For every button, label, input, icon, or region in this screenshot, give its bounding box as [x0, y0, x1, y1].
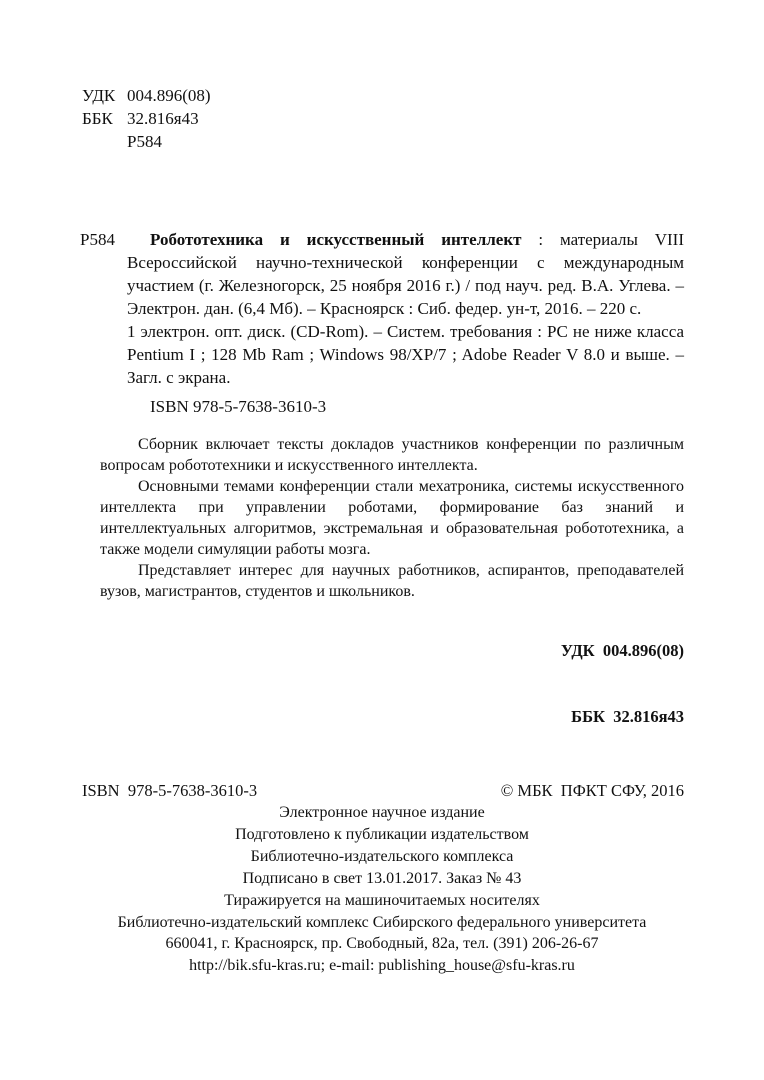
prepared-by-line-2: Библиотечно-издательского комплекса: [250, 848, 514, 865]
author-sign-code: Р584: [80, 230, 115, 249]
author-sign-value: Р584: [127, 132, 162, 151]
classification-codes-top: [82, 84, 764, 153]
publisher-contacts-line: http://bik.sfu-kras.ru; e-mail: publishing_house@sfu-kras.ru: [189, 957, 575, 974]
edition-type: Электронное научное издание: [279, 804, 485, 821]
release-date-line: Подписано в свет 13.01.2017. Заказ № 43: [242, 870, 522, 887]
publisher-address-line: 660041, г. Красноярск, пр. Свободный, 82а, тел. (391) 206-26-67: [165, 935, 599, 952]
bibliographic-description: [80, 228, 684, 320]
bbk-value: 32.816я43: [127, 109, 199, 128]
media-line: Тиражируется на машиночитаемых носителях: [224, 892, 540, 909]
book-title: Робототехника и искусственный интеллект: [150, 230, 522, 249]
prepared-by-line-1: Подготовлено к публикации издательством: [235, 826, 529, 843]
udc-label: УДК: [82, 86, 116, 105]
abstract-paragraph: Сборник включает тексты докладов участников конференции по различным вопросам робототехники и искусственного интеллекта.: [100, 436, 684, 474]
bibliographic-record: [80, 228, 684, 389]
isbn-bottom: ISBN 978-5-7638-3610-3: [82, 781, 258, 800]
bbk-line: [82, 107, 764, 130]
system-requirements: 1 электрон. опт. диск. (CD-Rom). – Систем. требования : PC не ниже класса Pentium I ; 128 Mb Ram ; Windows 98/XP/7 ; Adobe Reader V 8.0 и выше. – Загл. с экрана.: [127, 322, 684, 387]
author-sign-line: [82, 130, 764, 153]
abstract-paragraph: Представляет интерес для научных работников, аспирантов, преподавателей вузов, магистрантов, студентов и школьников.: [100, 562, 684, 600]
copyright-notice: © МБК ПФКТ СФУ, 2016: [500, 781, 684, 800]
isbn-copyright-row: [82, 780, 684, 802]
udc-value: 004.896(08): [127, 86, 211, 105]
udc-right: УДК 004.896(08): [560, 641, 684, 660]
abstract-paragraph: Основными темами конференции стали мехатроника, системы искусственного интеллекта при управлении роботами, формирование баз знаний и интеллектуальных алгоритмов, экстремальная и образовательная робототехника, а также модели симуляции работы мозга.: [100, 478, 684, 558]
abstract: [100, 434, 684, 602]
isbn-primary: ISBN 978-5-7638-3610-3: [150, 397, 327, 416]
bibliographic-details: : материалы VIII Всероссийской научно-технической конференции с международным участием (г. Железногорск, 25 ноября 2016 г.) / под науч. ред. В.А. Углева. – Электрон. дан. (6,4 Мб). – Красноярск : Сиб. федер. ун-т, 2016. – 220 с.: [127, 230, 684, 318]
publisher-name-line: Библиотечно-издательский комплекс Сибирского федерального университета: [117, 914, 647, 931]
udc-line: [82, 84, 764, 107]
colophon: [0, 802, 764, 977]
classification-codes-right: [0, 596, 684, 772]
bbk-right: ББК 32.816я43: [571, 707, 684, 726]
bbk-label: ББК: [82, 109, 113, 128]
